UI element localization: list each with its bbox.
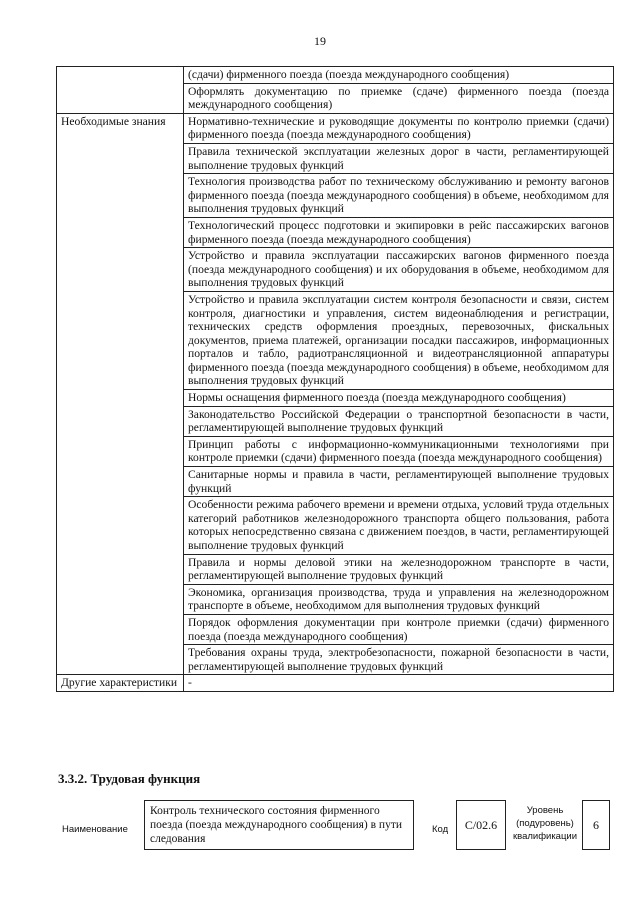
row-text: Правила технической эксплуатации железных дорог в части, регламентирующей выполнение трудовых функций <box>184 143 614 173</box>
row-text: Законодательство Российской Федерации о транспортной безопасности в части, регламентирующей выполнение трудовых функций <box>184 406 614 436</box>
section-heading: 3.3.2. Трудовая функция <box>58 771 201 786</box>
code-value: C/02.6 <box>456 800 506 850</box>
level-value: 6 <box>582 800 610 850</box>
row-label <box>57 67 184 114</box>
row-label: Другие характеристики <box>57 675 184 692</box>
page-number: 19 <box>314 34 326 48</box>
row-text: Устройство и правила эксплуатации пассажирских вагонов фирменного поезда (поезда международного сообщения) и их оборудования в объеме, необходимом для выполнения трудовых функций <box>184 248 614 292</box>
row-text: Устройство и правила эксплуатации систем контроля безопасности и связи, систем контроля, диагностики и управления, систем видеонаблюдения и регистрации, технических средств оформления проездных, перевозочных, фискальных документов, приема платежей, организации посадки пассажиров, информационных порталов и табло, радиотрансляционной и видеотрансляционной аппаратуры фирменного поезда (поезда международного сообщения) в объеме, необходимом для выполнения трудовых функций <box>184 291 614 389</box>
name-value: Контроль технического состояния фирменного поезда (поезда международного сообщения) в пути следования <box>144 800 414 850</box>
row-text: - <box>184 675 614 692</box>
row-text: Правила и нормы деловой этики на железнодорожном транспорте в части, регламентирующей выполнение трудовых функций <box>184 554 614 584</box>
row-text: Нормативно-технические и руководящие документы по контролю приемки (сдачи) фирменного поезда (поезда международного сообщения) <box>184 113 614 143</box>
table-row <box>57 675 614 692</box>
row-text: (сдачи) фирменного поезда (поезда международного сообщения) <box>184 67 614 84</box>
row-text: Особенности режима рабочего времени и времени отдыха, условий труда отдельных категорий работников железнодорожного транспорта общего пользования, работа которых непосредственно связана с движением поездов, в части, регламентирующей выполнение трудовых функций <box>184 497 614 554</box>
row-text: Технологический процесс подготовки и экипировки в рейс пассажирских вагонов фирменного поезда (поезда международного сообщения) <box>184 217 614 247</box>
labor-function-row <box>58 800 614 860</box>
row-text: Требования охраны труда, электробезопасности, пожарной безопасности в части, регламентирующей выполнение трудовых функций <box>184 645 614 675</box>
row-text: Принцип работы с информационно-коммуникационными технологиями при контроле приемки (сдачи) фирменного поезда (поезда международного сообщения) <box>184 436 614 466</box>
row-text: Санитарные нормы и правила в части, регламентирующей выполнение трудовых функций <box>184 467 614 497</box>
knowledge-table <box>56 66 614 692</box>
row-text: Нормы оснащения фирменного поезда (поезда международного сообщения) <box>184 390 614 407</box>
row-label: Необходимые знания <box>57 113 184 675</box>
row-text: Экономика, организация производства, труда и управления на железнодорожном транспорте в объеме, необходимом для выполнения трудовых функций <box>184 584 614 614</box>
level-label: Уровень (подуровень) квалификации <box>512 805 578 842</box>
row-text: Порядок оформления документации при контроле приемки (сдачи) фирменного поезда (поезда международного сообщения) <box>184 614 614 644</box>
name-label: Наименование <box>62 824 128 835</box>
table-row <box>57 113 614 143</box>
row-text: Оформлять документацию по приемке (сдаче) фирменного поезда (поезда международного сообщения) <box>184 83 614 113</box>
row-text: Технология производства работ по техническому обслуживанию и ремонту вагонов фирменного поезда (поезда международного сообщения) в объеме, необходимом для выполнения трудовых функций <box>184 174 614 218</box>
code-label: Код <box>432 824 449 835</box>
table-row <box>57 67 614 84</box>
